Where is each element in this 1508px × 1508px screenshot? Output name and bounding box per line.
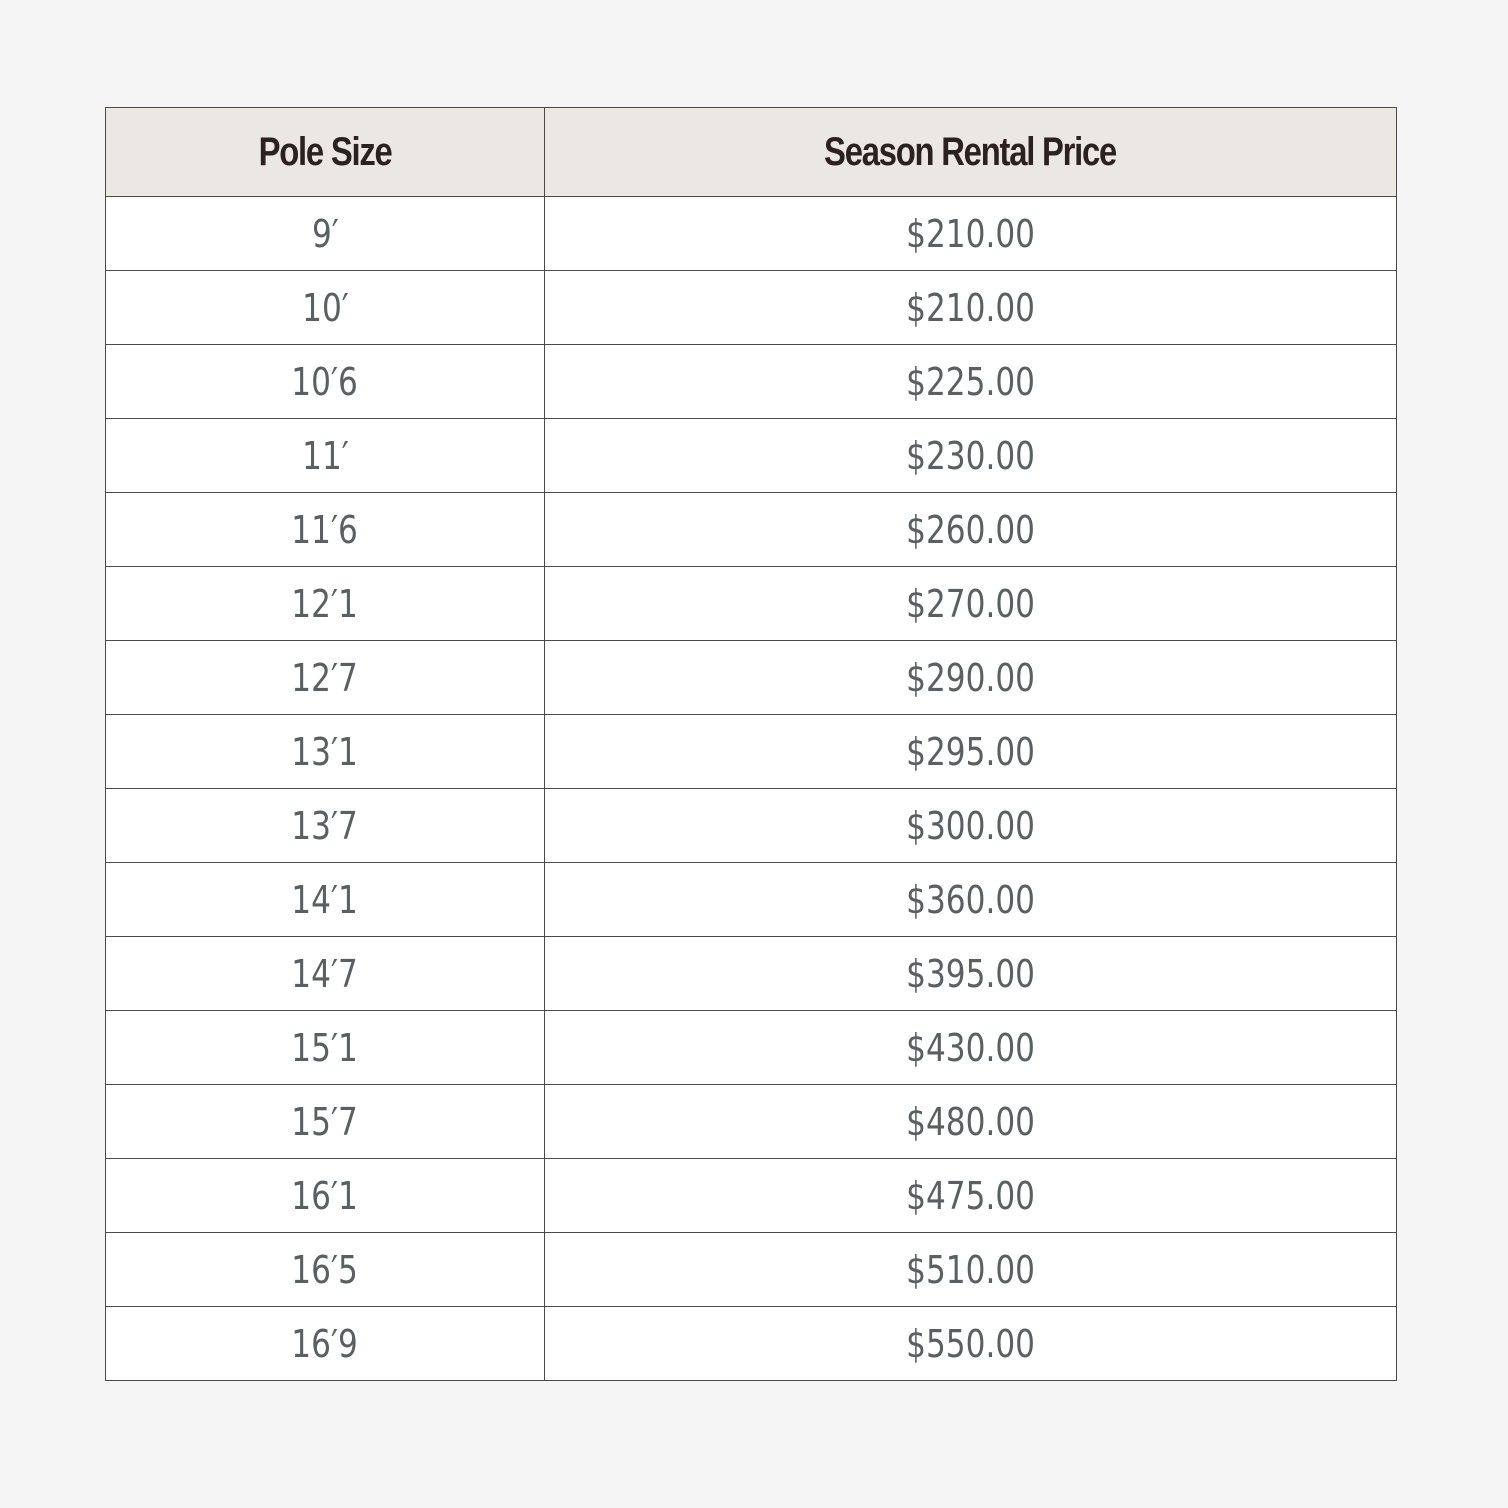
rental-price-cell [545,937,1397,1011]
pole-size-cell [106,345,545,419]
table-row [106,1307,1397,1381]
pole-size-cell-text: 16′9 [291,1321,359,1366]
table-row [106,1233,1397,1307]
table-row [106,641,1397,715]
table-row [106,937,1397,1011]
rental-price-cell [545,493,1397,567]
pole-size-cell-text: 15′7 [291,1099,359,1144]
rental-price-cell [545,715,1397,789]
pole-size-cell [106,419,545,493]
pole-size-cell [106,1159,545,1233]
rental-price-cell [545,641,1397,715]
rental-price-table [105,107,1397,1381]
rental-price-cell-text: $230.00 [906,433,1035,478]
pole-size-cell-text: 11′6 [291,507,359,552]
rental-price-cell [545,789,1397,863]
pole-size-cell-text: 16′5 [291,1247,359,1292]
rental-price-cell-text: $395.00 [906,951,1035,996]
rental-price-cell-text: $290.00 [906,655,1035,700]
header-pole-size [106,108,545,197]
pole-size-cell-text: 10′6 [291,359,359,404]
rental-price-cell-text: $475.00 [906,1173,1035,1218]
pole-size-cell-text: 13′7 [291,803,359,848]
pole-size-cell-text: 10′ [301,285,349,330]
pole-size-cell-text: 14′1 [291,877,359,922]
pole-size-cell [106,1307,545,1381]
pole-size-cell [106,1233,545,1307]
pole-size-cell [106,789,545,863]
table-row [106,567,1397,641]
rental-price-cell-text: $225.00 [906,359,1035,404]
pole-size-cell-text: 15′1 [291,1025,359,1070]
table-row [106,493,1397,567]
table-row [106,715,1397,789]
header-season-rental-price [545,108,1397,197]
pole-size-cell [106,197,545,271]
rental-price-cell [545,1085,1397,1159]
table-row [106,271,1397,345]
pole-size-cell [106,715,545,789]
table-header [106,108,1397,197]
header-row [106,108,1397,197]
table-row [106,345,1397,419]
rental-price-cell [545,863,1397,937]
rental-price-cell-text: $295.00 [906,729,1035,774]
table-row [106,863,1397,937]
pole-size-cell-text: 13′1 [291,729,359,774]
table-row [106,419,1397,493]
table-row [106,789,1397,863]
pole-size-cell-text: 12′1 [291,581,359,626]
rental-price-cell-text: $260.00 [906,507,1035,552]
rental-price-cell-text: $300.00 [906,803,1035,848]
rental-price-cell-text: $480.00 [906,1099,1035,1144]
pole-size-cell-text: 14′7 [291,951,359,996]
pole-size-cell-text: 12′7 [291,655,359,700]
rental-price-cell [545,271,1397,345]
header-pole-size-label: Pole Size [258,129,392,174]
rental-price-cell [545,1159,1397,1233]
table-row [106,197,1397,271]
pole-size-cell [106,493,545,567]
rental-price-cell [545,345,1397,419]
pole-size-cell [106,641,545,715]
pole-size-cell [106,567,545,641]
pole-size-cell-text: 16′1 [291,1173,359,1218]
header-season-rental-price-label: Season Rental Price [824,129,1117,174]
rental-price-cell [545,1011,1397,1085]
rental-price-cell [545,197,1397,271]
pole-size-cell [106,863,545,937]
pole-size-cell [106,1085,545,1159]
rental-price-cell [545,1307,1397,1381]
table-body [106,197,1397,1381]
table-row [106,1159,1397,1233]
rental-price-cell-text: $510.00 [906,1247,1035,1292]
pole-size-cell [106,937,545,1011]
table-row [106,1085,1397,1159]
pole-size-cell-text: 9′ [311,211,339,256]
rental-price-cell-text: $210.00 [906,211,1035,256]
rental-price-cell [545,567,1397,641]
rental-price-cell-text: $550.00 [906,1321,1035,1366]
rental-price-cell [545,419,1397,493]
pole-size-cell [106,1011,545,1085]
pole-size-cell-text: 11′ [301,433,349,478]
rental-price-cell [545,1233,1397,1307]
pole-size-cell [106,271,545,345]
rental-price-cell-text: $360.00 [906,877,1035,922]
rental-price-cell-text: $210.00 [906,285,1035,330]
rental-price-cell-text: $270.00 [906,581,1035,626]
table-row [106,1011,1397,1085]
rental-price-cell-text: $430.00 [906,1025,1035,1070]
